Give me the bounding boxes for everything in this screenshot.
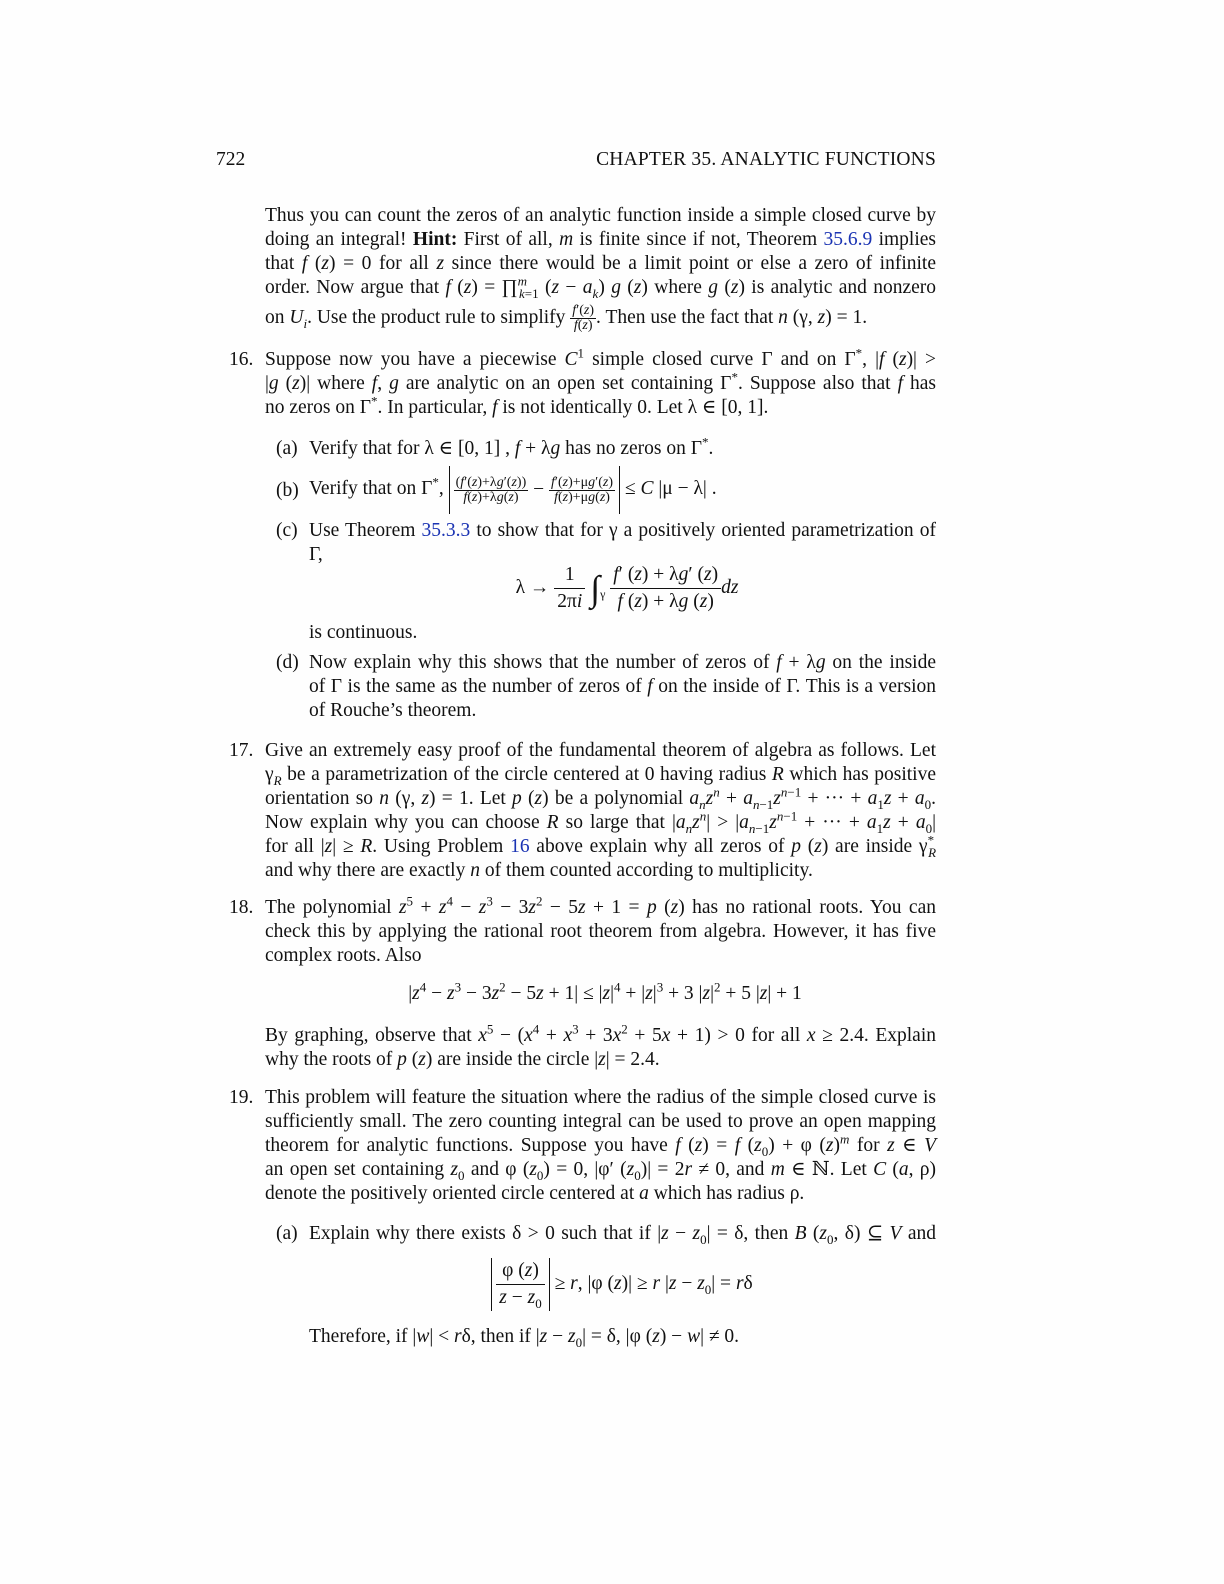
- equation-16c: λ → $\frac{1}{2\pi i}$ $\int_\gamma$ $\frac{f' (z) + \lambda g' (z)}{f (z) + \lambda g (z)}$ dz: [515, 564, 739, 612]
- problem-17-number: 17.: [229, 740, 254, 761]
- problem-16c-label: (c): [276, 520, 298, 541]
- problem-16-text: Suppose now you have a piecewise $C^1$ simple closed curve Γ and on Γ*, |f (z)| > |g (z)| where f, g are analytic on an open set containing Γ*. Suppose also that f has no zeros on Γ*. In particular, f is not identically 0. Let λ ∈ [0, 1].: [265, 345, 937, 418]
- problem-18-number: 18.: [229, 897, 254, 918]
- problem-16d-text: Now explain why this shows that the number of zeros of f + λg on the inside of Γ is the same as the number of zeros of f on the inside of Γ. This is a version of Rouche’s theorem.: [309, 652, 936, 721]
- problem-link-16[interactable]: 16: [510, 836, 530, 857]
- problem-19a-tail: Therefore, if |w| < rδ, then if $|z - z_0| = \delta$, |φ (z) − w| ≠ 0.: [309, 1326, 740, 1350]
- problem-16a-label: (a): [276, 438, 298, 459]
- problem-16c-text: Use Theorem 35.3.3 to show that for γ a positively oriented parametrization of Γ,: [309, 520, 936, 565]
- problem-16c-tail: is continuous.: [309, 622, 418, 643]
- problem-19-number: 19.: [229, 1087, 254, 1108]
- problem-16-number: 16.: [229, 349, 254, 370]
- problem-18-tail: By graphing, observe that $x^5 - (x^4 + x^3 + 3x^2 + 5x + 1) > 0$ for all x ≥ 2.4. Explain why the roots of p (z) are inside the circle |z| = 2.4.: [265, 1021, 936, 1070]
- chapter-title: CHAPTER 35. ANALYTIC FUNCTIONS: [596, 149, 936, 170]
- problem-16d-label: (d): [276, 652, 299, 673]
- equation-18: $|z^4 - z^3 - 3z^2 - 5z + 1| \le |z|^4 + |z|^3 + 3$ $|z|^2 + 5$ |z| + 1: [408, 979, 802, 1004]
- problem-16a-text: Verify that for λ ∈ [0, 1] , f + λg has no zeros on Γ*.: [309, 434, 714, 459]
- problem-19-text: This problem will feature the situation where the radius of the simple closed curve is sufficiently small. The zero counting integral can be used to prove an open mapping theorem for analytic functions. Suppose you have f (z) = f $(z_0) + \varphi$ $(z)^m$ for z ∈ V an open set containing $z_0$ and φ $(z_0) = 0$, |φ′ $(z_0)| = 2r \ne 0$, and m ∈ ℕ. Let C (a, ρ) denote the positively oriented circle centered at a which has radius ρ.: [265, 1087, 937, 1204]
- problem-16b-text: Verify that on Γ*, $\frac{(f'(z)+\lambda g'(z))}{f(z)+\lambda g(z)}$ − $\frac{f'(z)+\mu g'(z)}{f(z)+\mu g(z)}$ ≤ C |μ − λ| .: [309, 465, 936, 514]
- page-header: [216, 148, 936, 172]
- problem-19a-text: Explain why there exists δ > 0 such that if $|z - z_0| = \delta$, then B ($z_0$, δ) ⊆ V and: [309, 1223, 937, 1247]
- theorem-link-35-3-3[interactable]: 35.3.3: [421, 520, 471, 541]
- page-number: 722: [216, 149, 246, 170]
- problem-17-text: Give an extremely easy proof of the fundamental theorem of algebra as follows. Let $\gamma_R$ be a parametrization of the circle centered at 0 having radius R which has positive orientation so n (γ, z) = 1. Let p (z) be a polynomial $a_nz^n + a_{n-1}z^{n-1}$ + ··· + $a_1z + a_0$. Now explain why you can choose R so large that $|a_nz^n| > |a_{n-1}z^{n-1}$ + ··· + $a_1z + a_0|$ for all |z| ≥ R. Using Problem 16 above explain why all zeros of p (z) are inside $\gamma^*_R$ and why there are exactly n of them counted according to multiplicity.: [265, 740, 937, 881]
- equation-19a: $\frac{\varphi (z)}{z - z_0}$ ≥ r, |φ (z)| ≥ r $|z - z_0| = r\delta$: [0, 1258, 1224, 1311]
- problem-18-text: The polynomial $z^5 + z^4 - z^3 - 3z^2 - 5z + 1 = p$ (z) has no rational roots. You can check this by applying the rational root theorem from algebra. However, it has five complex roots. Also: [265, 893, 936, 966]
- problem-15-continuation: Thus you can count the zeros of an analytic function inside a simple closed curve by doing an integral! Hint: First of all, m is finite since if not, Theorem 35.6.9 implies that f (z) = 0 for all z since there would be a limit point or else a zero of infinite order. Now argue that f (z) = ∏$^m_{k=1}$ $(z - a_k)$ g (z) where g (z) is analytic and nonzero on $U_i$. Use the product rule to simplify $\frac{f'(z)}{f(z)}$ . Then use the fact that n (γ, z) = 1.: [265, 205, 937, 333]
- problem-16b-label: (b): [276, 480, 299, 501]
- problem-19a-label: (a): [276, 1223, 298, 1244]
- theorem-link-35-6-9[interactable]: 35.6.9: [823, 229, 873, 250]
